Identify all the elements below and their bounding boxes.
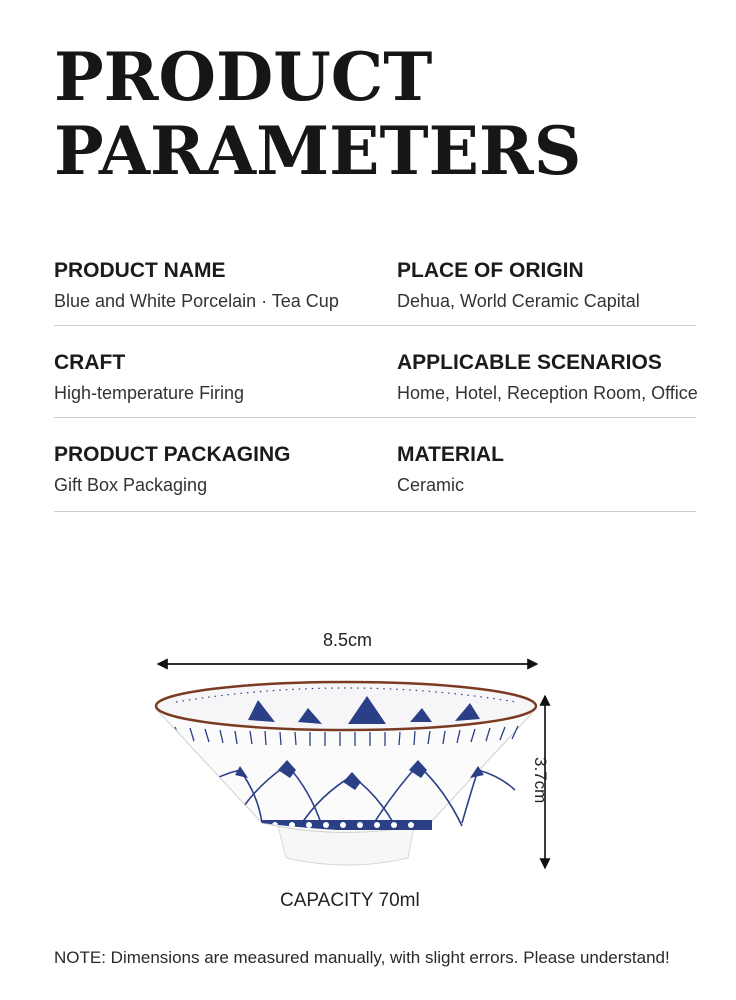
parameter-label: CRAFT — [54, 351, 126, 374]
parameter-label: MATERIAL — [397, 443, 504, 466]
parameter-value: Ceramic — [397, 475, 465, 495]
parameter-value: Home, Hotel, Reception Room, Office — [397, 383, 698, 403]
capacity-label: CAPACITY 70ml — [280, 890, 420, 911]
parameter-value: Blue and White Porcelain · Tea Cup — [54, 291, 339, 311]
width-label: 8.5cm — [323, 630, 373, 650]
parameter-value: Gift Box Packaging — [54, 475, 208, 495]
parameter-label: PLACE OF ORIGIN — [397, 259, 584, 282]
parameter-label: PRODUCT NAME — [54, 259, 226, 282]
parameter-value: High-temperature Firing — [54, 383, 245, 403]
parameter-value: Dehua, World Ceramic Capital — [397, 291, 640, 311]
measurement-note: NOTE: Dimensions are measured manually, with slight errors. Please understand! — [54, 948, 670, 967]
parameter-label: APPLICABLE SCENARIOS — [397, 351, 662, 374]
cup-rim — [156, 682, 536, 730]
title-line-2: PARAMETERS — [54, 112, 582, 190]
height-label: 3.7cm — [531, 757, 550, 804]
title-line-1: PRODUCT — [54, 38, 433, 116]
parameter-label: PRODUCT PACKAGING — [54, 443, 291, 466]
